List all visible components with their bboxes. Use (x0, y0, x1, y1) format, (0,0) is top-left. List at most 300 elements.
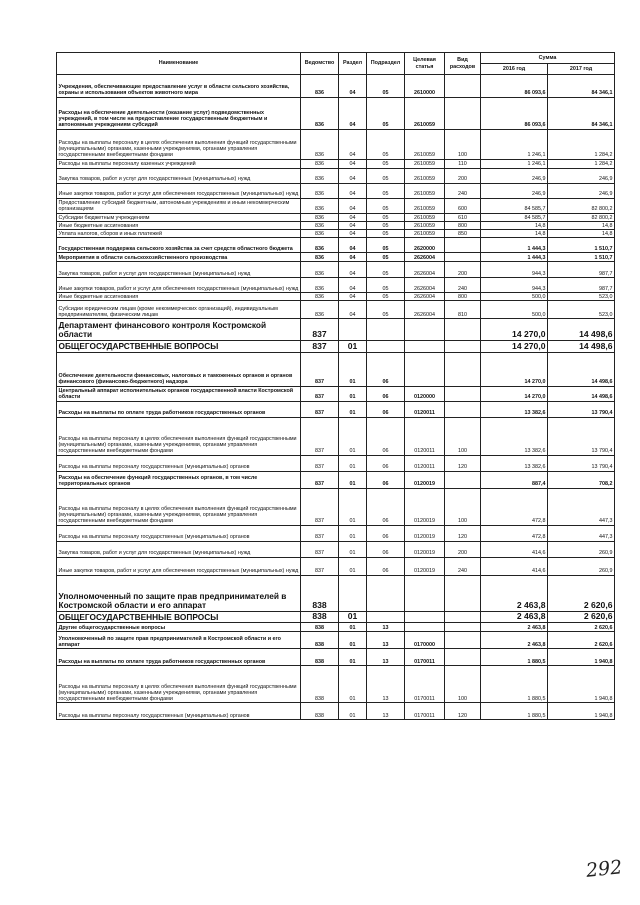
row-article (405, 623, 445, 632)
row-sum-2017: 14 498,6 (548, 319, 615, 341)
row-name: Иные бюджетные ассигнования (57, 222, 301, 230)
row-expense-type: 200 (445, 541, 481, 557)
row-subsection: 05 (367, 214, 405, 222)
row-expense-type (445, 238, 481, 253)
table-row (57, 541, 615, 557)
row-expense-type: 120 (445, 703, 481, 720)
row-section: 04 (339, 199, 367, 214)
table-row (57, 666, 615, 703)
row-sum-2017: 14 498,6 (548, 341, 615, 353)
row-sum-2016: 1 246,1 (481, 130, 548, 160)
row-sum-2017: 260,9 (548, 541, 615, 557)
table-row (57, 319, 615, 341)
row-dept: 837 (301, 471, 339, 488)
row-section: 04 (339, 160, 367, 169)
row-sum-2017: 447,3 (548, 525, 615, 541)
row-section: 04 (339, 75, 367, 98)
row-expense-type: 600 (445, 199, 481, 214)
table-row (57, 525, 615, 541)
row-dept: 836 (301, 230, 339, 238)
row-expense-type: 100 (445, 666, 481, 703)
row-article: 2620000 (405, 238, 445, 253)
row-article (405, 611, 445, 623)
row-article: 0120019 (405, 557, 445, 575)
row-sum-2016: 13 382,6 (481, 455, 548, 471)
row-sum-2016: 13 382,6 (481, 417, 548, 455)
row-dept: 837 (301, 488, 339, 525)
row-sum-2017: 2 620,6 (548, 623, 615, 632)
row-sum-2017: 14,8 (548, 230, 615, 238)
row-subsection: 05 (367, 130, 405, 160)
row-expense-type (445, 386, 481, 401)
row-dept: 836 (301, 278, 339, 293)
row-name: Расходы на обеспечение деятельности (оказание услуг) подведомственных учреждений, в том числе на предоставление государственным бюджетным и автономным учреждениям субсидий (57, 98, 301, 130)
row-article: 2610059 (405, 130, 445, 160)
row-sum-2017: 13 790,4 (548, 455, 615, 471)
row-sum-2017: 84 346,1 (548, 98, 615, 130)
row-section: 01 (339, 611, 367, 623)
row-expense-type: 800 (445, 222, 481, 230)
row-sum-2016: 14 270,0 (481, 341, 548, 353)
row-section: 01 (339, 352, 367, 386)
header-section: Раздел (339, 53, 367, 75)
row-sum-2016: 246,9 (481, 184, 548, 199)
row-article: 2626004 (405, 278, 445, 293)
row-name: Уплата налогов, сборов и иных платежей (57, 230, 301, 238)
row-sum-2016: 1 880,5 (481, 666, 548, 703)
page-number: 292 (584, 856, 624, 882)
row-sum-2017: 1 940,8 (548, 703, 615, 720)
row-expense-type (445, 253, 481, 262)
header-article: Целевая статья (405, 53, 445, 75)
row-subsection (367, 611, 405, 623)
row-name: Субсидии бюджетным учреждениям (57, 214, 301, 222)
row-dept: 836 (301, 293, 339, 301)
row-article: 0120000 (405, 386, 445, 401)
row-sum-2016: 14 270,0 (481, 319, 548, 341)
header-year-2016: 2016 год (481, 64, 548, 75)
table-row (57, 253, 615, 262)
row-expense-type (445, 319, 481, 341)
row-subsection: 05 (367, 199, 405, 214)
row-dept: 836 (301, 222, 339, 230)
row-section: 01 (339, 386, 367, 401)
row-section: 01 (339, 703, 367, 720)
row-dept: 838 (301, 575, 339, 611)
row-section: 01 (339, 455, 367, 471)
row-expense-type (445, 632, 481, 649)
row-name: Расходы на выплаты персоналу государственных (муниципальных) органов (57, 703, 301, 720)
table-row (57, 160, 615, 169)
row-sum-2017: 708,2 (548, 471, 615, 488)
row-section: 01 (339, 488, 367, 525)
row-subsection (367, 341, 405, 353)
table-row (57, 575, 615, 611)
row-sum-2017: 523,0 (548, 293, 615, 301)
row-name: Расходы на выплаты по оплате труда работников государственных органов (57, 649, 301, 666)
row-article: 0120019 (405, 541, 445, 557)
row-article: 2626004 (405, 253, 445, 262)
row-name: Центральный аппарат исполнительных органов государственной власти Костромской области (57, 386, 301, 401)
header-dept: Ведомство (301, 53, 339, 75)
row-sum-2016: 1 880,5 (481, 703, 548, 720)
row-article (405, 341, 445, 353)
row-expense-type: 800 (445, 293, 481, 301)
row-sum-2017: 1 940,8 (548, 649, 615, 666)
row-article: 0170011 (405, 649, 445, 666)
row-expense-type: 850 (445, 230, 481, 238)
row-section: 04 (339, 262, 367, 278)
row-dept: 838 (301, 632, 339, 649)
row-sum-2016: 414,6 (481, 557, 548, 575)
table-row (57, 293, 615, 301)
row-expense-type (445, 75, 481, 98)
row-section: 04 (339, 214, 367, 222)
row-name: Иные закупки товаров, работ и услуг для обеспечения государственных (муниципальных) нужд (57, 557, 301, 575)
table-row (57, 386, 615, 401)
row-article (405, 352, 445, 386)
row-article: 0120019 (405, 525, 445, 541)
row-sum-2016: 887,4 (481, 471, 548, 488)
row-section: 01 (339, 471, 367, 488)
row-article (405, 575, 445, 611)
row-sum-2016: 2 463,8 (481, 632, 548, 649)
row-article: 0170011 (405, 703, 445, 720)
row-dept: 838 (301, 703, 339, 720)
row-name: Расходы на выплаты персоналу казенных учреждений (57, 160, 301, 169)
table-row (57, 238, 615, 253)
table-row (57, 401, 615, 417)
row-subsection: 13 (367, 632, 405, 649)
table-row (57, 222, 615, 230)
header-expense-type: Вид расходов (445, 53, 481, 75)
row-subsection: 06 (367, 401, 405, 417)
row-dept: 836 (301, 199, 339, 214)
table-row (57, 623, 615, 632)
row-expense-type (445, 649, 481, 666)
table-row (57, 632, 615, 649)
row-section: 04 (339, 238, 367, 253)
row-name: Расходы на выплаты по оплате труда работников государственных органов (57, 401, 301, 417)
row-expense-type (445, 623, 481, 632)
row-subsection: 05 (367, 238, 405, 253)
row-sum-2016: 1 246,1 (481, 160, 548, 169)
row-article: 0170011 (405, 666, 445, 703)
row-expense-type: 100 (445, 488, 481, 525)
row-sum-2016: 1 880,5 (481, 649, 548, 666)
row-sum-2017: 13 790,4 (548, 401, 615, 417)
row-section: 01 (339, 341, 367, 353)
row-expense-type: 240 (445, 278, 481, 293)
row-sum-2016: 86 093,6 (481, 75, 548, 98)
row-article: 2610059 (405, 214, 445, 222)
row-section: 04 (339, 253, 367, 262)
row-dept: 837 (301, 557, 339, 575)
row-dept: 836 (301, 169, 339, 184)
row-section: 01 (339, 666, 367, 703)
row-expense-type (445, 341, 481, 353)
header-sum: Сумма (481, 53, 615, 64)
row-name: ОБЩЕГОСУДАРСТВЕННЫЕ ВОПРОСЫ (57, 611, 301, 623)
table-header (57, 53, 615, 75)
row-subsection: 05 (367, 75, 405, 98)
table-body (57, 75, 615, 720)
row-sum-2017: 2 620,6 (548, 632, 615, 649)
row-subsection: 06 (367, 488, 405, 525)
row-sum-2017: 2 620,6 (548, 575, 615, 611)
row-expense-type (445, 611, 481, 623)
row-section: 01 (339, 417, 367, 455)
table-row (57, 301, 615, 319)
row-sum-2017: 523,0 (548, 301, 615, 319)
row-dept: 838 (301, 611, 339, 623)
row-section: 01 (339, 541, 367, 557)
row-subsection: 06 (367, 455, 405, 471)
row-subsection: 06 (367, 352, 405, 386)
row-sum-2016: 472,8 (481, 525, 548, 541)
row-expense-type: 810 (445, 301, 481, 319)
row-section: 04 (339, 278, 367, 293)
table-row (57, 262, 615, 278)
row-article: 0170000 (405, 632, 445, 649)
row-name: Расходы на выплаты персоналу в целях обеспечения выполнения функций государственными (муниципальными) органами, казенными учреждениями, органами управления государственными внебюджетными фондами (57, 666, 301, 703)
row-name: Иные бюджетные ассигнования (57, 293, 301, 301)
row-article: 2610059 (405, 160, 445, 169)
row-dept: 837 (301, 417, 339, 455)
row-sum-2016: 2 463,8 (481, 575, 548, 611)
row-name: Расходы на выплаты персоналу в целях обеспечения выполнения функций государственными (муниципальными) органами, казенными учреждениями, органами управления государственными внебюджетными фондами (57, 130, 301, 160)
row-dept: 837 (301, 401, 339, 417)
row-subsection: 06 (367, 417, 405, 455)
table-row (57, 130, 615, 160)
row-dept: 837 (301, 319, 339, 341)
table-row (57, 98, 615, 130)
row-dept: 836 (301, 253, 339, 262)
row-expense-type: 120 (445, 455, 481, 471)
row-subsection: 05 (367, 169, 405, 184)
table-row (57, 471, 615, 488)
table-row (57, 455, 615, 471)
table-row (57, 649, 615, 666)
row-dept: 836 (301, 75, 339, 98)
row-name: Другие общегосударственные вопросы (57, 623, 301, 632)
row-sum-2016: 86 093,6 (481, 98, 548, 130)
row-name: Государственная поддержка сельского хозяйства за счет средств областного бюджета (57, 238, 301, 253)
row-sum-2016: 414,6 (481, 541, 548, 557)
row-name: Закупка товаров, работ и услуг для государственных (муниципальных) нужд (57, 169, 301, 184)
row-dept: 838 (301, 649, 339, 666)
row-expense-type (445, 352, 481, 386)
row-subsection (367, 319, 405, 341)
row-dept: 837 (301, 541, 339, 557)
row-section: 04 (339, 293, 367, 301)
row-subsection: 05 (367, 160, 405, 169)
row-article: 2610059 (405, 184, 445, 199)
row-name: ОБЩЕГОСУДАРСТВЕННЫЕ ВОПРОСЫ (57, 341, 301, 353)
row-name: Уполномоченный по защите прав предпринимателей в Костромской области и его аппарат (57, 575, 301, 611)
row-section: 04 (339, 222, 367, 230)
row-sum-2017: 246,9 (548, 184, 615, 199)
row-dept: 836 (301, 301, 339, 319)
table-row (57, 341, 615, 353)
row-sum-2017: 1 510,7 (548, 238, 615, 253)
row-sum-2017: 2 620,6 (548, 611, 615, 623)
row-name: Расходы на выплаты персоналу в целях обеспечения выполнения функций государственными (муниципальными) органами, казенными учреждениями, органами управления государственными внебюджетными фондами (57, 417, 301, 455)
row-name: Иные закупки товаров, работ и услуг для обеспечения государственных (муниципальных) нужд (57, 184, 301, 199)
row-expense-type: 110 (445, 160, 481, 169)
row-section: 01 (339, 401, 367, 417)
row-section: 01 (339, 632, 367, 649)
row-subsection: 06 (367, 557, 405, 575)
row-expense-type: 120 (445, 525, 481, 541)
row-sum-2016: 14,8 (481, 222, 548, 230)
row-article: 0120011 (405, 417, 445, 455)
row-expense-type: 240 (445, 184, 481, 199)
row-subsection: 13 (367, 623, 405, 632)
row-subsection: 05 (367, 293, 405, 301)
row-sum-2017: 1 284,2 (548, 130, 615, 160)
row-sum-2016: 1 444,3 (481, 238, 548, 253)
row-dept: 837 (301, 341, 339, 353)
row-article: 2626004 (405, 262, 445, 278)
header-year-2017: 2017 год (548, 64, 615, 75)
row-name: Учреждения, обеспечивающие предоставление услуг в области сельского хозяйства, охраны и использования объектов животного мира (57, 75, 301, 98)
row-sum-2017: 1 940,8 (548, 666, 615, 703)
row-sum-2016: 2 463,8 (481, 611, 548, 623)
row-sum-2016: 13 382,6 (481, 401, 548, 417)
row-sum-2017: 1 284,2 (548, 160, 615, 169)
header-name: Наименование (57, 53, 301, 75)
row-dept: 837 (301, 525, 339, 541)
row-expense-type (445, 401, 481, 417)
row-subsection: 05 (367, 98, 405, 130)
row-name: Расходы на выплаты персоналу государственных (муниципальных) органов (57, 525, 301, 541)
row-name: Закупка товаров, работ и услуг для государственных (муниципальных) нужд (57, 541, 301, 557)
row-article: 0120019 (405, 488, 445, 525)
row-sum-2016: 500,0 (481, 293, 548, 301)
row-subsection: 06 (367, 471, 405, 488)
row-name: Уполномоченный по защите прав предпринимателей в Костромской области и его аппарат (57, 632, 301, 649)
row-section: 04 (339, 230, 367, 238)
row-sum-2017: 14,8 (548, 222, 615, 230)
row-sum-2016: 246,9 (481, 169, 548, 184)
row-article: 2610059 (405, 169, 445, 184)
table-row (57, 611, 615, 623)
row-section: 04 (339, 301, 367, 319)
row-subsection: 05 (367, 230, 405, 238)
row-name: Расходы на выплаты персоналу в целях обеспечения выполнения функций государственными (муниципальными) органами, казенными учреждениями, органами управления государственными внебюджетными фондами (57, 488, 301, 525)
row-section: 01 (339, 649, 367, 666)
row-section (339, 319, 367, 341)
row-sum-2016: 84 585,7 (481, 214, 548, 222)
row-sum-2017: 82 800,2 (548, 199, 615, 214)
table-row (57, 557, 615, 575)
row-expense-type: 610 (445, 214, 481, 222)
row-sum-2016: 472,8 (481, 488, 548, 525)
row-sum-2017: 14 498,6 (548, 386, 615, 401)
row-dept: 838 (301, 666, 339, 703)
row-sum-2017: 13 790,4 (548, 417, 615, 455)
header-subsection: Подраздел (367, 53, 405, 75)
row-subsection: 13 (367, 666, 405, 703)
row-sum-2016: 944,3 (481, 262, 548, 278)
row-article: 2610059 (405, 222, 445, 230)
row-section: 01 (339, 557, 367, 575)
row-name: Субсидии юридическим лицам (кроме некоммерческих организаций), индивидуальным предпринимателям, физическим лицам (57, 301, 301, 319)
row-article: 2626004 (405, 301, 445, 319)
table-row (57, 278, 615, 293)
row-subsection: 05 (367, 278, 405, 293)
row-name: Предоставление субсидий бюджетным, автономным учреждениям и иным некоммерческим организациям (57, 199, 301, 214)
row-expense-type: 100 (445, 417, 481, 455)
row-dept: 838 (301, 623, 339, 632)
row-article: 0120011 (405, 401, 445, 417)
row-dept: 836 (301, 214, 339, 222)
row-subsection: 05 (367, 222, 405, 230)
row-sum-2016: 14 270,0 (481, 352, 548, 386)
table-row (57, 214, 615, 222)
row-sum-2017: 84 346,1 (548, 75, 615, 98)
budget-table (56, 52, 615, 720)
row-section: 01 (339, 525, 367, 541)
row-sum-2016: 2 463,8 (481, 623, 548, 632)
row-dept: 836 (301, 184, 339, 199)
row-subsection: 13 (367, 649, 405, 666)
row-sum-2017: 987,7 (548, 262, 615, 278)
row-expense-type: 200 (445, 169, 481, 184)
row-name: Расходы на выплаты персоналу государственных (муниципальных) органов (57, 455, 301, 471)
table-row (57, 352, 615, 386)
table-row (57, 199, 615, 214)
row-subsection: 06 (367, 541, 405, 557)
row-section: 04 (339, 98, 367, 130)
row-article (405, 319, 445, 341)
table-row (57, 703, 615, 720)
row-section: 04 (339, 184, 367, 199)
row-name: Обеспечение деятельности финансовых, налоговых и таможенных органов и органов финансового (финансово-бюджетного) надзора (57, 352, 301, 386)
row-subsection: 05 (367, 301, 405, 319)
row-expense-type (445, 575, 481, 611)
row-name: Иные закупки товаров, работ и услуг для обеспечения государственных (муниципальных) нужд (57, 278, 301, 293)
row-sum-2016: 500,0 (481, 301, 548, 319)
row-dept: 837 (301, 386, 339, 401)
row-dept: 836 (301, 238, 339, 253)
row-dept: 837 (301, 352, 339, 386)
row-article: 0120011 (405, 455, 445, 471)
row-subsection: 05 (367, 262, 405, 278)
row-name: Департамент финансового контроля Костромской области (57, 319, 301, 341)
row-expense-type: 200 (445, 262, 481, 278)
row-article: 2610059 (405, 199, 445, 214)
row-subsection: 13 (367, 703, 405, 720)
row-subsection: 05 (367, 184, 405, 199)
row-sum-2017: 1 510,7 (548, 253, 615, 262)
row-dept: 836 (301, 262, 339, 278)
row-name: Расходы на обеспечение функций государственных органов, в том числе территориальных органов (57, 471, 301, 488)
row-sum-2016: 14 270,0 (481, 386, 548, 401)
row-article: 2610059 (405, 230, 445, 238)
row-sum-2016: 14,8 (481, 230, 548, 238)
row-expense-type: 100 (445, 130, 481, 160)
row-expense-type (445, 471, 481, 488)
table-row (57, 75, 615, 98)
row-name: Мероприятия в области сельскохозяйственного производства (57, 253, 301, 262)
table-row (57, 488, 615, 525)
row-dept: 837 (301, 455, 339, 471)
row-sum-2016: 1 444,3 (481, 253, 548, 262)
table-row (57, 417, 615, 455)
row-dept: 836 (301, 130, 339, 160)
